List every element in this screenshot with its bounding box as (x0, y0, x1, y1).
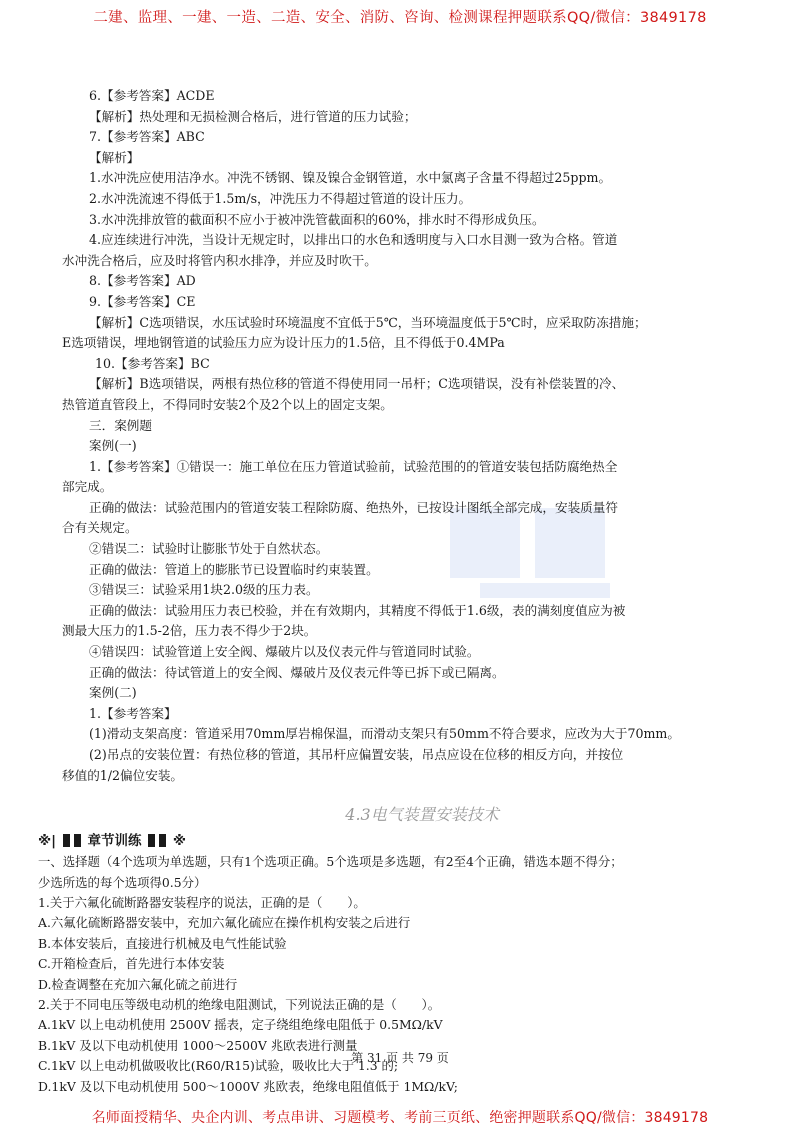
section-title: 4.3电气装置安装技术 (345, 805, 499, 825)
question-1-option-b: B.本体安装后，直接进行机械及电气性能试验 (38, 935, 287, 951)
question-2-option-a: A.1kV 以上电动机使用 2500V 摇表，定子绕组绝缘电阻低于 0.5MΩ/kV (38, 1017, 443, 1033)
answer-6: 6.【参考答案】ACDE (89, 88, 215, 103)
case-2-item-1: (1)滑动支架高度：管道采用70mm厚岩棉保温，而滑动支架只有50mm不符合要求，应改为大于70mm。 (89, 726, 680, 742)
bottom-banner: 名师面授精华、央企内训、考点串讲、习题模考、考前三页纸、绝密押题联系QQ/微信：3849178 (91, 1110, 709, 1126)
choice-instructions-cont: 少选所选的每个选项得0.5分） (38, 874, 207, 890)
case-1-error-4: ④错误四：试验管道上安全阀、爆破片以及仪表元件与管道同时试验。 (89, 644, 480, 660)
case-1-fix-1-cont: 合有关规定。 (62, 520, 138, 536)
case-2-item-2: (2)吊点的安装位置：有热位移的管道，其吊杆应偏置安装，吊点应设在位移的相反方向，并按位 (89, 747, 624, 762)
case-1-answer-line-2: 部完成。 (62, 479, 113, 495)
case-1-fix-3: 正确的做法：试验用压力表已校验，并在有效期内，其精度不得低于1.6级，表的满刻度值应为被 (89, 602, 626, 618)
block-icon (148, 834, 155, 847)
training-header-suffix: ※ (172, 833, 186, 850)
analysis-7-item-4-cont: 水冲洗合格后，应及时将管内积水排净，并应及时吹干。 (62, 252, 377, 268)
question-2-option-d: D.1kV 及以下电动机使用 500～1000V 兆欧表，绝缘电阻值低于 1MΩ/kV; (38, 1078, 458, 1094)
analysis-9: 【解析】C选项错误，水压试验时环境温度不宜低于5℃，当环境温度低于5℃时，应采取防冻措施； (89, 314, 647, 330)
answer-7: 7.【参考答案】ABC (89, 129, 205, 145)
training-header-label: 章节训练 (87, 833, 142, 850)
case-1-error-3: ③错误三：试验采用1块2.0级的压力表。 (89, 582, 319, 598)
question-2-option-c: C.1kV 以上电动机做吸收比(R60/R15)试验，吸收比大于 1.3 的; (38, 1058, 399, 1074)
choice-instructions: 一、选择题（4个选项为单选题，只有1个选项正确。5个选项是多选题，有2至4个正确，错选本题不得分； (38, 854, 623, 870)
document-body (38, 86, 742, 1097)
analysis-10-cont: 热管道直管段上，不得同时安装2个及2个以上的固定支架。 (62, 396, 393, 412)
block-icon (159, 834, 166, 847)
analysis-7-label: 【解析】 (89, 149, 140, 165)
case-2-heading: 案例(二) (89, 685, 137, 701)
training-header-prefix: ※| (38, 833, 57, 850)
analysis-10: 【解析】B选项错误，两根有热位移的管道不得使用同一吊杆；C选项错误，没有补偿装置的冷、 (89, 376, 625, 392)
case-1-answer-line-1: 1.【参考答案】①错误一：施工单位在压力管道试验前，试验范围的的管道安装包括防腐绝热全 (89, 458, 618, 474)
case-1-fix-3-cont: 测最大压力的1.5-2倍，压力表不得少于2块。 (62, 623, 317, 639)
case-section-heading: 三．案例题 (89, 417, 152, 433)
question-1: 1.关于六氟化硫断路器安装程序的说法，正确的是（ ）。 (38, 895, 366, 910)
question-1-option-a: A.六氟化硫断路器安装中，充加六氟化硫应在操作机构安装之后进行 (38, 915, 411, 931)
case-1-fix-2: 正确的做法：管道上的膨胀节已设置临时约束装置。 (89, 561, 379, 577)
block-icon (74, 834, 81, 847)
case-2-answer-label: 1.【参考答案】 (89, 705, 177, 721)
answer-9: 9.【参考答案】CE (89, 293, 196, 309)
question-1-option-c: C.开箱检查后，首先进行本体安装 (38, 956, 225, 972)
analysis-6: 【解析】热处理和无损检测合格后，进行管道的压力试验； (89, 108, 417, 124)
analysis-9-cont: E选项错误，埋地钢管道的试验压力应为设计压力的1.5倍，且不得低于0.4MPa (62, 335, 505, 351)
answer-10: 10.【参考答案】BC (95, 355, 210, 371)
analysis-7-item-1: 1.水冲洗应使用洁净水。冲洗不锈钢、镍及镍合金钢管道，水中氯离子含量不得超过25ppm。 (89, 170, 612, 186)
analysis-7-item-3: 3.水冲洗排放管的截面积不应小于被冲洗管截面积的60%，排水时不得形成负压。 (89, 211, 545, 227)
case-1-error-2: ②错误二：试验时让膨胀节处于自然状态。 (89, 541, 329, 557)
analysis-7-item-2: 2.水冲洗流速不得低于1.5m/s，冲洗压力不得超过管道的设计压力。 (89, 190, 472, 206)
case-1-fix-4: 正确的做法：待试管道上的安全阀、爆破片及仪表元件等已拆下或已隔离。 (89, 664, 505, 680)
top-banner: 二建、监理、一建、一造、二造、安全、消防、咨询、检测课程押题联系QQ/微信：3849178 (93, 10, 707, 26)
case-2-item-2-cont: 移值的1/2偏位安装。 (62, 767, 184, 783)
analysis-7-item-4: 4.应连续进行冲洗，当设计无规定时，以排出口的水色和透明度与入口水目测一致为合格。管道 (89, 232, 618, 248)
question-2-option-b: B.1kV 及以下电动机使用 1000～2500V 兆欧表进行测量 (38, 1037, 358, 1053)
block-icon (63, 834, 70, 847)
page-number: 第 31 页 共 79 页 (351, 1051, 449, 1065)
answer-8: 8.【参考答案】AD (89, 273, 196, 289)
chapter-training-header (38, 830, 742, 852)
question-2: 2.关于不同电压等级电动机的绝缘电阻测试，下列说法正确的是（ ）。 (38, 997, 441, 1013)
case-1-fix-1: 正确的做法：试验范围内的管道安装工程除防腐、绝热外，已按设计图纸全部完成，安装质量符 (89, 499, 618, 515)
question-1-option-d: D.检查调整在充加六氟化硫之前进行 (38, 976, 238, 992)
case-1-heading: 案例(一) (89, 438, 137, 454)
